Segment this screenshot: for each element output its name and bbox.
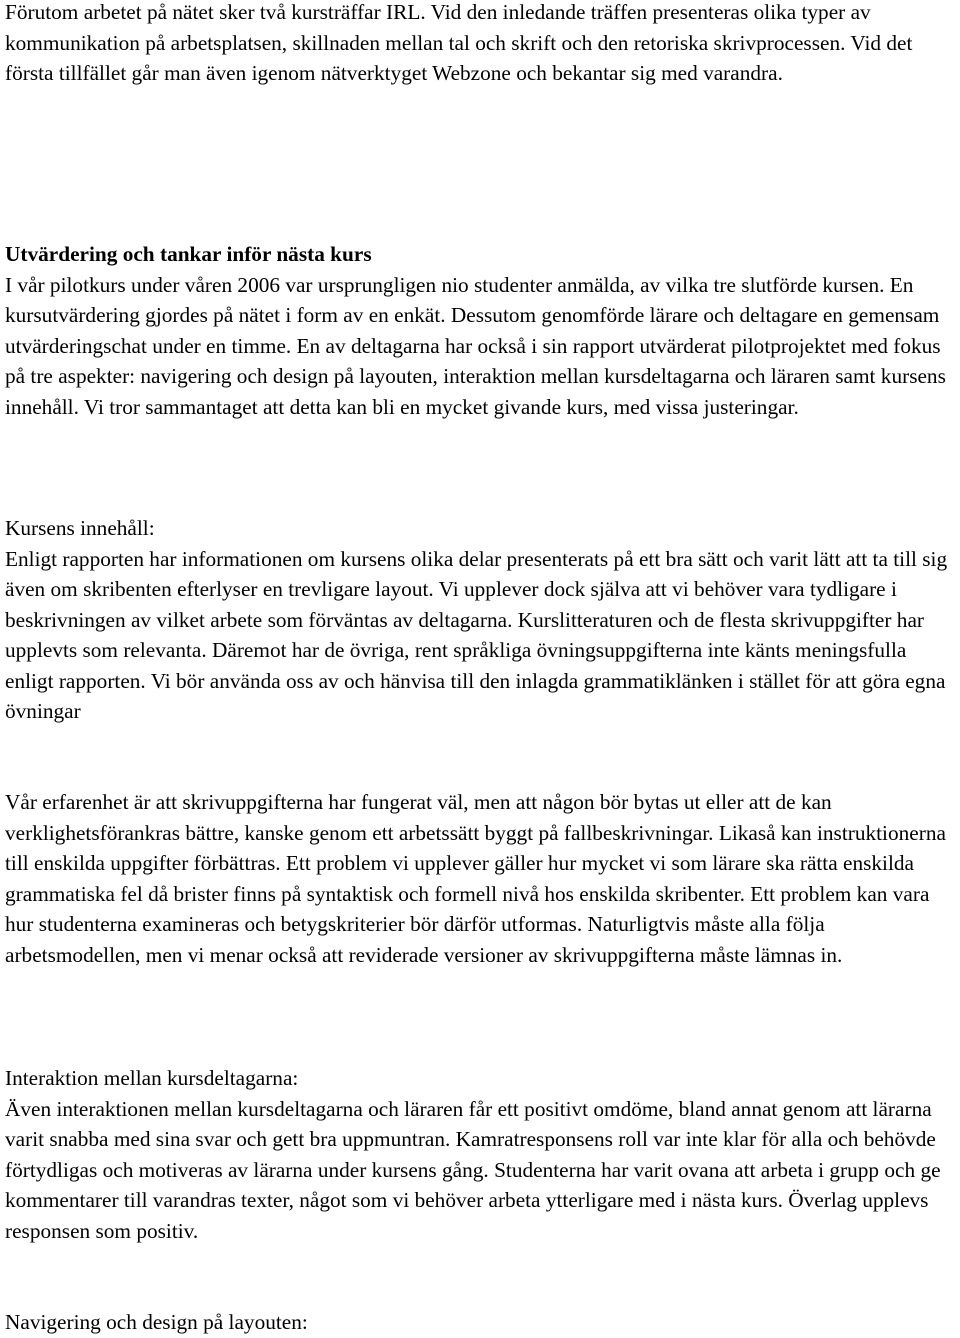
interaction-paragraph: Även interaktionen mellan kursdeltagarna och läraren får ett positivt omdöme, bland annat genom att lärarna varit snabba med sina svar och gett bra uppmuntran. Kamratresponsens roll var inte klar för alla och behövde förtydligas och motiveras av lärarna under kursens gång. Studenterna har varit ovana att arbeta i grupp och ge kommentarer till varandras texter, något som vi behöver arbeta ytterligare med i nästa kurs. Överlag upplevs responsen som positiv. <box>5 1096 941 1243</box>
intro-paragraph: Förutom arbetet på nätet sker två kursträffar IRL. Vid den inledande träffen presenteras olika typer av kommunikation på arbetsplatsen, skillnaden mellan tal och skrift och den retoriska skrivprocessen. Vid det första tillfället går man även igenom nätverktyget Webzone och bekantar sig med varandra. <box>5 0 913 85</box>
interaction-section <box>5 1063 960 1246</box>
navigation-heading: Navigering och design på layouten: <box>5 1310 308 1334</box>
navigation-section <box>5 1307 960 1338</box>
interaction-heading: Interaktion mellan kursdeltagarna: <box>5 1066 299 1090</box>
experience-paragraph: Vår erfarenhet är att skrivuppgifterna har fungerat väl, men att någon bör bytas ut eller att de kan verklighetsförankras bättre, kanske genom ett arbetssätt byggt på fallbeskrivningar. Likaså kan instruktionerna till enskilda uppgifter förbättras. Ett problem vi upplever gäller hur mycket vi som lärare ska rätta enskilda grammatiska fel då brister finns på syntaktisk och formell nivå hos enskilda skribenter. Ett problem kan vara hur studenterna examineras och betygskriterier bör därför utformas. Naturligtvis måste alla följa arbetsmodellen, men vi menar också att reviderade versioner av skrivuppgifterna måste lämnas in. <box>5 790 946 967</box>
evaluation-heading: Utvärdering och tankar inför nästa kurs <box>5 242 372 266</box>
evaluation-section <box>5 239 960 422</box>
course-content-heading: Kursens innehåll: <box>5 516 155 540</box>
experience-section <box>5 787 960 970</box>
intro-section <box>5 0 960 89</box>
course-content-paragraph: Enligt rapporten har informationen om kursens olika delar presenterats på ett bra sätt och varit lätt att ta till sig även om skribenten efterlyser en trevligare layout. Vi upplever dock själva att vi behöver vara tydligare i beskrivningen av vilket arbete som förväntas av deltagarna. Kurslitteraturen och de flesta skrivuppgifter har upplevts som relevanta. Däremot har de övriga, rent språkliga övningsuppgifterna inte känts meningsfulla enligt rapporten. Vi bör använda oss av och hänvisa till den inlagda grammatiklänken i stället för att göra egna övningar <box>5 546 948 723</box>
course-content-section <box>5 513 960 727</box>
evaluation-paragraph: I vår pilotkurs under våren 2006 var ursprungligen nio studenter anmälda, av vilka tre slutförde kursen. En kursutvärdering gjordes på nätet i form av en enkät. Dessutom genomförde lärare och deltagare en gemensam utvärderingschat under en timme. En av deltagarna har också i sin rapport utvärderat pilotprojektet med fokus på tre aspekter: navigering och design på layouten, interaktion mellan kursdeltagarna och läraren samt kursens innehåll. Vi tror sammantaget att detta kan bli en mycket givande kurs, med vissa justeringar. <box>5 272 946 419</box>
